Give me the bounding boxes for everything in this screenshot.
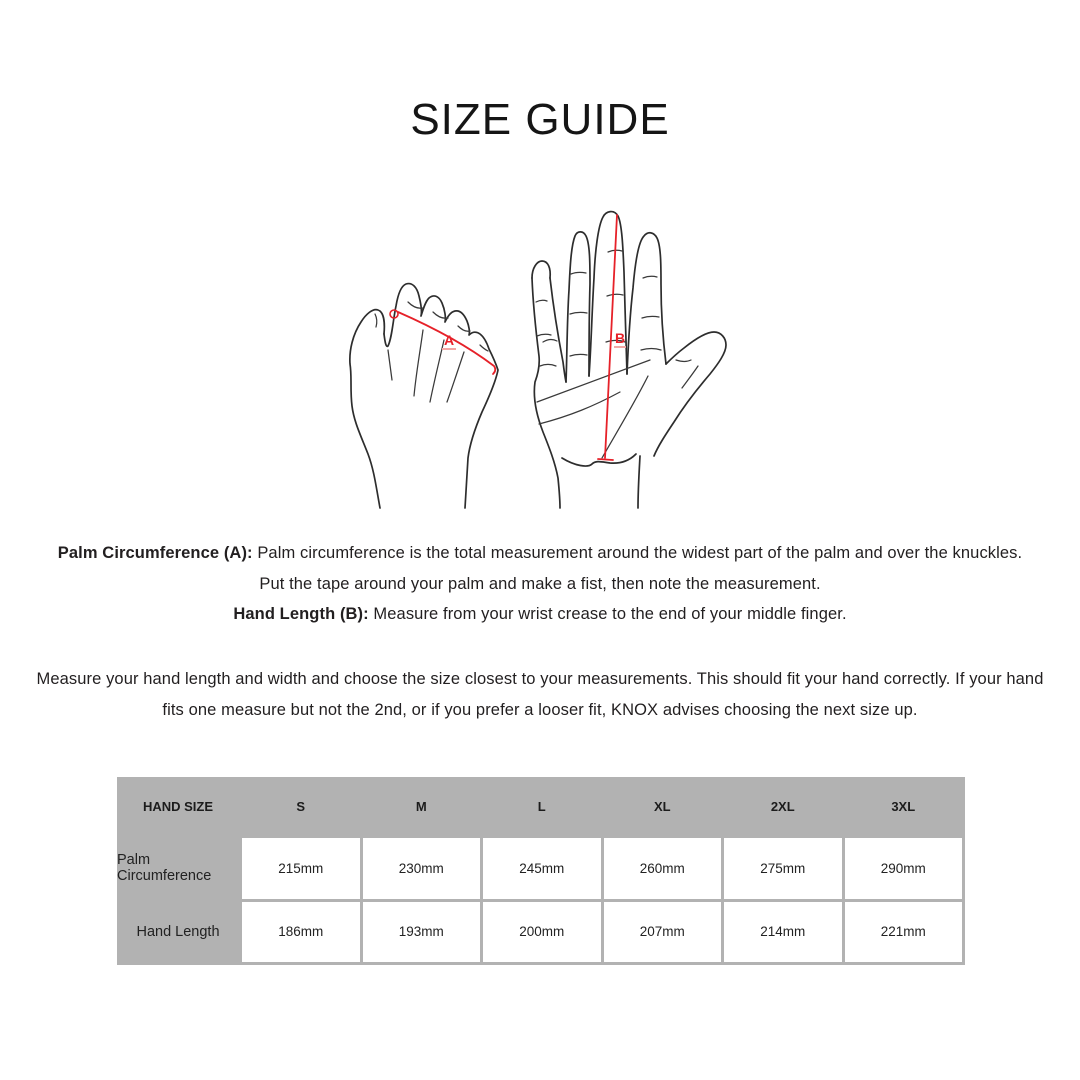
- fist-hand-illustration: [350, 284, 498, 508]
- fit-advice-line-1: Measure your hand length and width and choose the size closest to your measurements. This should fit your hand correctly. If your hand: [36, 670, 1044, 688]
- size-table-cell: 200mm: [483, 902, 601, 963]
- size-table-row-label: Hand Length: [136, 923, 220, 940]
- size-table-header-xl: XL: [653, 798, 671, 814]
- label-a: A: [443, 332, 455, 348]
- size-table-cell: 193mm: [363, 902, 481, 963]
- size-table-cell: 275mm: [724, 838, 842, 899]
- size-table-row-label: Palm Circumference: [117, 852, 212, 885]
- size-table-cell: 290mm: [845, 838, 963, 899]
- measurement-line-a: [390, 310, 495, 374]
- size-table-header-3xl: 3XL: [891, 798, 916, 814]
- palm-circumference-label: Palm Circumference (A):: [57, 544, 253, 562]
- size-table-cell: 221mm: [845, 902, 963, 963]
- size-table-cell: 215mm: [242, 838, 360, 899]
- size-table-header-2xl: 2XL: [770, 798, 795, 814]
- size-table-cell: 214mm: [724, 902, 842, 963]
- fit-advice-line-2: fits one measure but not the 2nd, or if you prefer a looser fit, KNOX advises choosing the next size up.: [162, 701, 918, 719]
- hand-length-label: Hand Length (B):: [233, 605, 369, 624]
- label-b-underline: [614, 346, 626, 348]
- size-table-cell: 260mm: [604, 838, 722, 899]
- size-table-header-m: M: [415, 798, 427, 814]
- measurement-instructions: [0, 538, 1080, 630]
- size-table-cell: 230mm: [363, 838, 481, 899]
- size-table: [117, 777, 965, 965]
- hand-length-line: Hand Length (B): Measure from your wrist crease to the end of your middle finger.: [233, 605, 847, 624]
- palm-tape-line: Put the tape around your palm and make a fist, then note the measurement.: [259, 574, 821, 593]
- page-title: SIZE GUIDE: [410, 95, 670, 144]
- size-table-cell: 245mm: [483, 838, 601, 899]
- size-table-header-l: L: [537, 798, 546, 814]
- label-b: B: [614, 330, 626, 346]
- size-table-header-s: S: [296, 798, 306, 814]
- fit-advice-note: [0, 664, 1080, 726]
- palm-circumference-line: Palm Circumference (A): Palm circumference is the total measurement around the widest part of the palm and over the knuckles.: [57, 544, 1023, 562]
- label-a-underline: [442, 348, 456, 350]
- palm-hand-illustration: [532, 212, 726, 508]
- size-table-cell: 186mm: [242, 902, 360, 963]
- hand-measurement-figure: [330, 190, 750, 510]
- size-table-header-hand-size: HAND SIZE: [142, 798, 214, 814]
- size-table-cell: 207mm: [604, 902, 722, 963]
